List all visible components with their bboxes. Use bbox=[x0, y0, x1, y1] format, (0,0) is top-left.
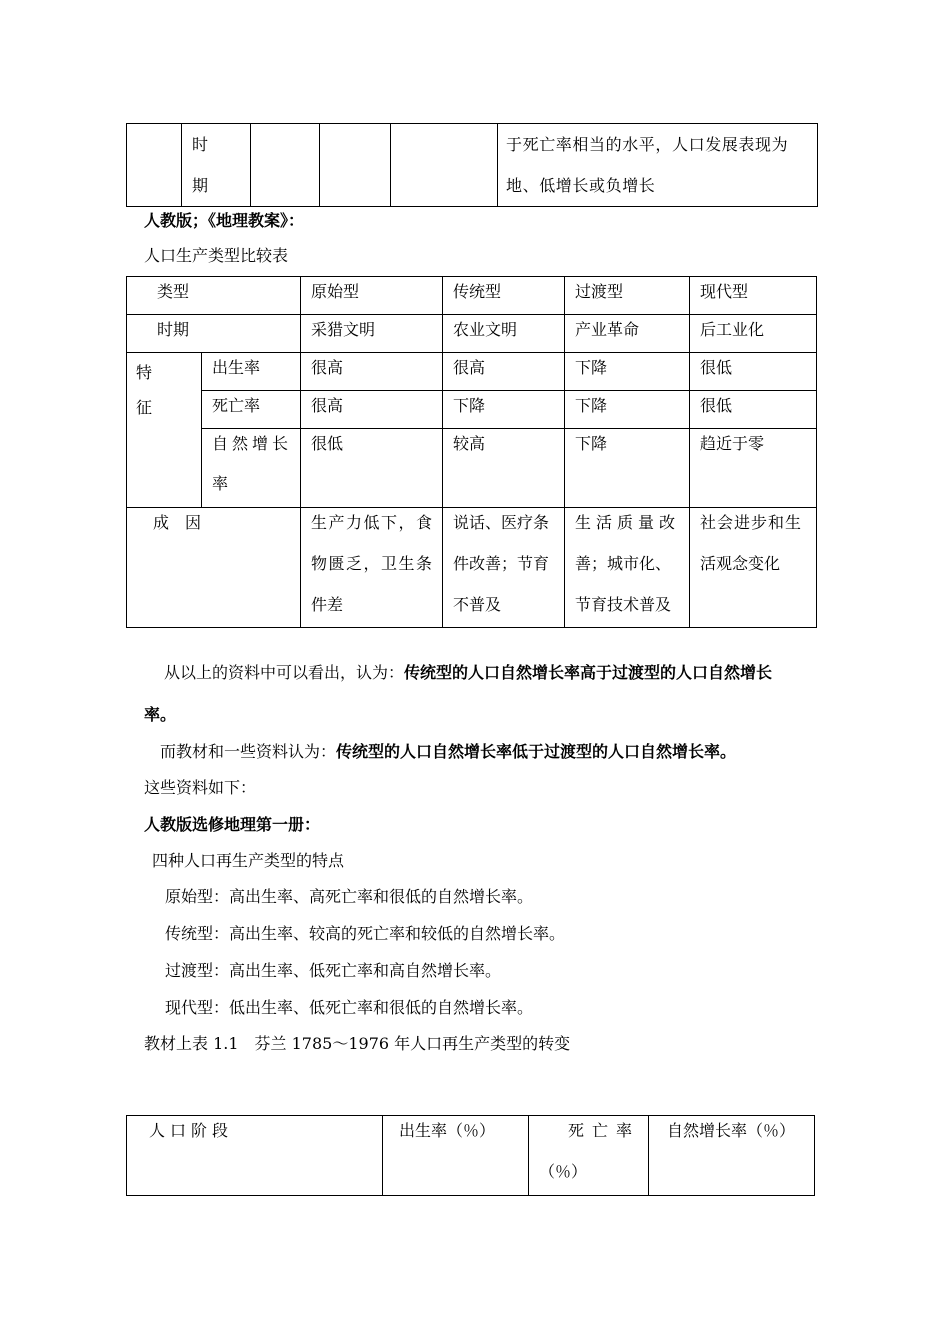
natural-label-line: 率 bbox=[212, 474, 229, 493]
natural-label-line: 自然增长 bbox=[212, 434, 293, 453]
source2-heading: 人教版选修地理第一册： bbox=[144, 815, 321, 834]
para1-emphasis: 传统型的人口自然增长率高于过渡型的人口自然增长 bbox=[404, 663, 773, 682]
cause-line: 件改善；节育 bbox=[453, 554, 550, 573]
top-empty-cell bbox=[251, 124, 320, 207]
natural-cell: 下降 bbox=[565, 429, 690, 508]
cause-line: 件差 bbox=[311, 595, 344, 614]
cause-line: 物匮乏，卫生条 bbox=[311, 554, 434, 573]
top-period-cell bbox=[182, 124, 251, 207]
header-cell: 现代型 bbox=[690, 277, 817, 315]
cause-cell bbox=[690, 508, 817, 628]
table1-title: 人口生产类型比较表 bbox=[144, 246, 289, 265]
birth-cell: 下降 bbox=[565, 353, 690, 391]
paragraph-3: 这些资料如下： bbox=[144, 778, 257, 797]
cause-cell bbox=[565, 508, 690, 628]
header-cell: 传统型 bbox=[443, 277, 565, 315]
cause-line: 生活质量改 bbox=[575, 513, 681, 532]
para2-prefix: 而教材和一些资料认为： bbox=[160, 742, 337, 761]
paragraph-1 bbox=[164, 660, 772, 683]
period-char: 时 bbox=[192, 135, 209, 154]
stage-header-cell: 人口阶段 bbox=[127, 1116, 383, 1196]
top-continuation-table bbox=[126, 123, 818, 207]
period-cell: 后工业化 bbox=[690, 315, 817, 353]
source1-heading: 人教版；《地理教案》： bbox=[144, 211, 305, 230]
death-cell: 下降 bbox=[565, 391, 690, 429]
period-label-cell: 时期 bbox=[127, 315, 301, 353]
natural-cell: 很低 bbox=[301, 429, 443, 508]
desc-line: 地、低增长或负增长 bbox=[506, 176, 656, 195]
cause-line: 说话、医疗条 bbox=[453, 513, 550, 532]
list-item: 传统型：高出生率、较高的死亡率和较低的自然增长率。 bbox=[165, 924, 566, 943]
list-title: 四种人口再生产类型的特点 bbox=[152, 851, 345, 870]
header-cell: 过渡型 bbox=[565, 277, 690, 315]
cause-line: 生产力低下，食 bbox=[311, 513, 434, 532]
list-item: 现代型：低出生率、低死亡率和很低的自然增长率。 bbox=[165, 998, 534, 1017]
table2-caption: 教材上表 1.1 芬兰 1785～1976 年人口再生产类型的转变 bbox=[144, 1034, 571, 1053]
birth-cell: 很高 bbox=[443, 353, 565, 391]
natural-header-cell: 自然增长率（％） bbox=[649, 1116, 815, 1196]
feature-char: 征 bbox=[136, 398, 153, 417]
death-label-cell: 死亡率 bbox=[202, 391, 301, 429]
period-char: 期 bbox=[192, 176, 209, 195]
cause-line: 善；城市化、 bbox=[575, 554, 672, 573]
death-header-line: 死亡率 bbox=[567, 1121, 640, 1140]
feature-label-cell bbox=[127, 353, 202, 508]
period-cell: 农业文明 bbox=[443, 315, 565, 353]
death-cell: 很低 bbox=[690, 391, 817, 429]
top-empty-cell bbox=[320, 124, 391, 207]
cause-line: 社会进步和生 bbox=[700, 513, 803, 532]
cause-label-cell: 成 因 bbox=[127, 508, 301, 628]
death-header-line: （％） bbox=[539, 1162, 588, 1181]
header-cell: 原始型 bbox=[301, 277, 443, 315]
period-cell: 采猎文明 bbox=[301, 315, 443, 353]
para1-prefix: 从以上的资料中可以看出，认为： bbox=[164, 663, 405, 682]
finland-table bbox=[126, 1115, 815, 1196]
top-empty-cell bbox=[127, 124, 182, 207]
natural-cell: 较高 bbox=[443, 429, 565, 508]
cause-cell bbox=[301, 508, 443, 628]
list-item: 过渡型：高出生率、低死亡率和高自然增长率。 bbox=[165, 961, 502, 980]
period-cell: 产业革命 bbox=[565, 315, 690, 353]
header-type-cell: 类型 bbox=[127, 277, 301, 315]
cause-line: 不普及 bbox=[453, 595, 502, 614]
feature-char: 特 bbox=[136, 363, 153, 382]
para2-emphasis: 传统型的人口自然增长率低于过渡型的人口自然增长率。 bbox=[336, 742, 737, 761]
natural-label-cell bbox=[202, 429, 301, 508]
paragraph-2 bbox=[160, 739, 736, 762]
cause-cell bbox=[443, 508, 565, 628]
natural-cell: 趋近于零 bbox=[690, 429, 817, 508]
cause-line: 活观念变化 bbox=[700, 554, 781, 573]
death-cell: 很高 bbox=[301, 391, 443, 429]
top-desc-cell bbox=[498, 124, 818, 207]
death-cell: 下降 bbox=[443, 391, 565, 429]
cause-line: 节育技术普及 bbox=[575, 595, 672, 614]
population-type-table bbox=[126, 276, 817, 628]
list-item: 原始型：高出生率、高死亡率和很低的自然增长率。 bbox=[165, 887, 534, 906]
death-header-cell bbox=[529, 1116, 649, 1196]
top-empty-cell bbox=[391, 124, 498, 207]
birth-cell: 很高 bbox=[301, 353, 443, 391]
birth-cell: 很低 bbox=[690, 353, 817, 391]
desc-line: 于死亡率相当的水平，人口发展表现为 bbox=[506, 135, 789, 154]
paragraph-1-end: 率。 bbox=[144, 705, 177, 724]
birth-label-cell: 出生率 bbox=[202, 353, 301, 391]
birth-header-cell: 出生率（％） bbox=[383, 1116, 529, 1196]
